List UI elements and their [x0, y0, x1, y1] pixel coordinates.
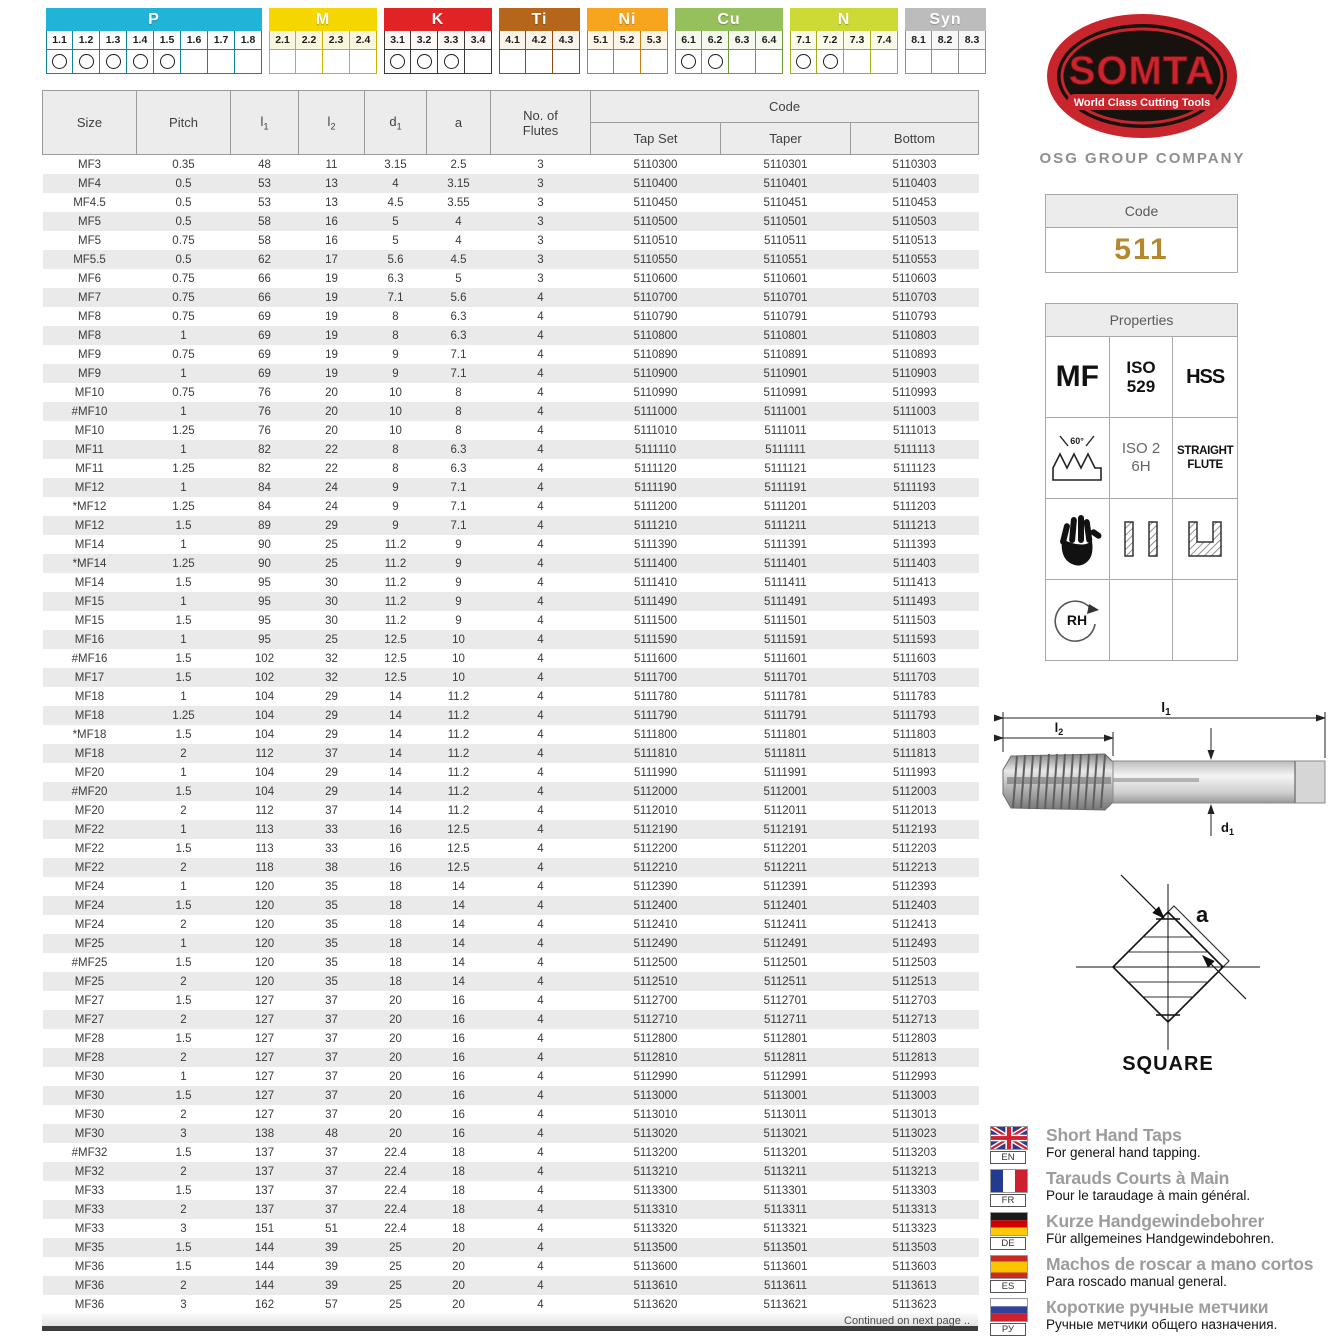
material-cell-number: 3.3 [438, 31, 464, 50]
table-row: MF11 1 82 22 8 6.3 4 5111110 5111111 5111113 [43, 440, 979, 459]
material-cell-number: 5.1 [588, 31, 613, 50]
table-row: MF30 2 127 37 20 16 4 5113010 5113011 5113013 [74, 1108, 937, 1121]
svg-text:l2: $l_2$ [1054, 720, 1064, 737]
lang-subtitle: Ручные метчики общего назначения. [1046, 1317, 1278, 1332]
material-cell-mark [676, 50, 701, 73]
material-cell-number: 6.4 [756, 31, 782, 50]
material-cell-mark [350, 50, 376, 73]
table-row: MF20 2 112 37 14 11.2 4 5112010 5112011 5112013 [74, 804, 937, 817]
thread-form-cell [1046, 337, 1110, 418]
material-cell-number: 1.2 [73, 31, 99, 50]
material-group-label: P [46, 8, 262, 31]
material-cell-mark [438, 50, 464, 73]
material-cell-number: 3.1 [385, 31, 410, 50]
table-row: MF9 1 69 19 9 7.1 4 5110900 5110901 5110903 [43, 364, 979, 383]
material-cell-number: 4.2 [526, 31, 552, 50]
materials-strip [46, 8, 986, 74]
lang-code-badge: EN [990, 1151, 1026, 1164]
table-row: MF16 1 95 25 12.5 10 4 5111590 5111591 5111593 [43, 630, 979, 649]
material-cell-number: 8.2 [932, 31, 958, 50]
table-row: #MF10 1 76 20 10 8 4 5111000 5111001 5111003 [43, 402, 979, 421]
table-row: MF12 1 84 24 9 7.1 4 5111190 5111191 5111193 [43, 478, 979, 497]
material-cell [499, 31, 526, 74]
material-cell [73, 31, 100, 74]
material-group-label: K [384, 8, 492, 31]
availability-circle [444, 54, 459, 69]
spec-table-header [43, 91, 979, 155]
somta-tagline: World Class Cutting Tools [1073, 97, 1211, 109]
lang-subtitle: Pour le taraudage à main général. [1046, 1188, 1251, 1203]
table-row: MF4 0.5 53 13 4 3.15 3 5110400 5110401 5110403 [43, 174, 979, 193]
material-cell [411, 31, 438, 74]
availability-circle [390, 54, 405, 69]
somta-logo [1045, 14, 1240, 142]
lang-title: Kurze Handgewindebohrer [1046, 1211, 1265, 1231]
col-bottom: Bottom [851, 123, 979, 155]
properties-grid [1046, 337, 1237, 660]
lang-entry-es [990, 1255, 1338, 1295]
table-row: MF6 0.75 66 19 6.3 5 3 5110600 5110601 5110603 [78, 272, 937, 285]
table-row: MF14 1.5 95 30 11.2 9 4 5111410 5111411 5111413 [74, 576, 937, 589]
material-section-ni [587, 8, 668, 74]
material-cell-mark [154, 50, 180, 73]
col-d1: $d_1$ [365, 91, 427, 155]
lang-code-badge: FR [990, 1194, 1026, 1207]
empty-cell [1173, 580, 1237, 660]
lang-title: Tarauds Courts à Main [1046, 1168, 1230, 1188]
svg-text:RH: RH [1067, 612, 1088, 628]
table-row: MF18 1 104 29 14 11.2 4 5111780 5111781 5111783 [74, 690, 937, 703]
svg-text:d1: $d_1$ [1221, 820, 1234, 837]
spain-flag-icon [990, 1255, 1028, 1279]
material-cell-mark [296, 50, 322, 73]
material-cell [323, 31, 350, 74]
material-cell-number: 2.3 [323, 31, 349, 50]
lang-subtitle: Para roscado manual general. [1046, 1274, 1227, 1289]
table-row: MF3 0.35 48 11 3.15 2.5 3 5110300 5110301 5110303 [78, 158, 937, 171]
material-cell-mark [181, 50, 207, 73]
col-size: Size [43, 91, 137, 155]
standard-cell: ISO 529 [1110, 337, 1174, 418]
material-section-k [384, 8, 492, 74]
table-row: MF36 1.5 144 39 25 20 4 5113600 5113601 5113603 [74, 1260, 937, 1273]
material-cell-mark [553, 50, 579, 73]
empty-cell [1110, 580, 1174, 660]
table-row: MF18 2 112 37 14 11.2 4 5111810 5111811 5111813 [43, 744, 979, 763]
table-row: MF24 2 120 35 18 14 4 5112410 5112411 5112413 [74, 918, 937, 931]
material-cell [100, 31, 127, 74]
table-row: *MF14 1.25 90 25 11.2 9 4 5111400 5111401 5111403 [43, 554, 979, 573]
material-group-label: N [790, 8, 898, 31]
tolerance-cell: ISO 2 6H [1110, 418, 1174, 499]
material-cell-number: 8.1 [906, 31, 931, 50]
table-row: MF8 0.75 69 19 8 6.3 4 5110790 5110791 5110793 [78, 310, 937, 323]
col-code-group: Code [591, 91, 979, 123]
availability-circle [79, 54, 94, 69]
material-cell-number: 1.7 [208, 31, 234, 50]
code-panel-header: Code [1046, 195, 1237, 228]
square-end-diagram [1018, 862, 1322, 1082]
material-cell-number: 1.5 [154, 31, 180, 50]
material-cell-mark [641, 50, 667, 73]
material-cell-mark [871, 50, 897, 73]
table-row: MF30 1 127 37 20 16 4 5112990 5112991 5112993 [74, 1070, 937, 1083]
material-section-p [46, 8, 262, 74]
material-cell [871, 31, 898, 74]
lang-code-badge: DE [990, 1237, 1026, 1250]
material-cell-number: 5.3 [641, 31, 667, 50]
material-cell [614, 31, 641, 74]
table-row: MF25 2 120 35 18 14 4 5112510 5112511 5112513 [43, 972, 979, 991]
material-cell [756, 31, 783, 74]
material-cell-mark [235, 50, 261, 73]
lang-code-badge: РУ [990, 1323, 1026, 1336]
lang-code-badge: ES [990, 1280, 1026, 1293]
material-cell [154, 31, 181, 74]
table-row: MF5.5 0.5 62 17 5.6 4.5 3 5110550 5110551 5110553 [43, 250, 979, 269]
material-cell [959, 31, 986, 74]
material-cell-number: 3.4 [465, 31, 491, 50]
availability-circle [708, 54, 723, 69]
material-cell-number: 1.1 [47, 31, 72, 50]
thread-form-label: MF [1055, 360, 1099, 393]
lang-title: Short Hand Taps [1046, 1125, 1182, 1145]
uk-flag-icon [990, 1126, 1028, 1150]
col-taper: Taper [721, 123, 851, 155]
col-l2: $l_2$ [299, 91, 365, 155]
table-row: MF20 1 104 29 14 11.2 4 5111990 5111991 5111993 [74, 766, 937, 779]
col-l1: $l_1$ [231, 91, 299, 155]
material-cell-mark [73, 50, 99, 73]
material-cell-mark [588, 50, 613, 73]
material-cell-mark [729, 50, 755, 73]
blind-hole-icon [1173, 499, 1237, 580]
material-cell [438, 31, 465, 74]
material-cell [817, 31, 844, 74]
table-row: MF24 1 120 35 18 14 4 5112390 5112391 5112393 [74, 880, 937, 893]
table-row: MF15 1.5 95 30 11.2 9 4 5111500 5111501 5111503 [74, 614, 937, 627]
table-row: MF28 2 127 37 20 16 4 5112810 5112811 5112813 [43, 1048, 979, 1067]
france-flag-icon [990, 1169, 1028, 1193]
table-row: MF36 2 144 39 25 20 4 5113610 5113611 5113613 [43, 1276, 979, 1295]
availability-circle [160, 54, 175, 69]
table-row: MF5 0.75 58 16 5 4 3 5110510 5110511 5110513 [78, 234, 937, 247]
material-cell-number: 4.1 [500, 31, 525, 50]
material-cell-number: 8.3 [959, 31, 985, 50]
material-cell-mark [47, 50, 72, 73]
material-cell-number: 7.2 [817, 31, 843, 50]
table-row: MF22 1.5 113 33 16 12.5 4 5112200 5112201 5112203 [74, 842, 937, 855]
material-cell [641, 31, 668, 74]
material-cell-number: 6.2 [702, 31, 728, 50]
table-row: MF35 1.5 144 39 25 20 4 5113500 5113501 5113503 [43, 1238, 979, 1257]
table-row: MF22 1 113 33 16 12.5 4 5112190 5112191 5112193 [43, 820, 979, 839]
material-section-n [790, 8, 898, 74]
col-pitch: Pitch [137, 91, 231, 155]
material-cell [932, 31, 959, 74]
material-cell-mark [702, 50, 728, 73]
spec-table-body [43, 155, 979, 1315]
table-row: MF9 0.75 69 19 9 7.1 4 5110890 5110891 5110893 [78, 348, 937, 361]
material-cell-mark [791, 50, 816, 73]
material-group-label: M [269, 8, 377, 31]
material-cell-number: 7.1 [791, 31, 816, 50]
material-cell-mark [270, 50, 295, 73]
material-cell [587, 31, 614, 74]
material-group-label: Cu [675, 8, 783, 31]
availability-circle [52, 54, 67, 69]
material-cell-number: 6.3 [729, 31, 755, 50]
table-row: MF33 2 137 37 22.4 18 4 5113310 5113311 5113313 [43, 1200, 979, 1219]
thread-profile-icon [1046, 418, 1110, 499]
material-cell-mark [614, 50, 640, 73]
material-cell [350, 31, 377, 74]
svg-text:60°: 60° [1070, 436, 1085, 446]
table-row: *MF12 1.25 84 24 9 7.1 4 5111200 5111201 5111203 [72, 500, 937, 513]
material-cell-mark [817, 50, 843, 73]
table-row: MF25 1 120 35 18 14 4 5112490 5112491 5112493 [43, 934, 979, 953]
availability-circle [106, 54, 121, 69]
table-row: MF17 1.5 102 32 12.5 10 4 5111700 5111701 5111703 [43, 668, 979, 687]
material-cell [844, 31, 871, 74]
material-cell-mark [959, 50, 985, 73]
material-cell-number: 2.2 [296, 31, 322, 50]
table-row: MF15 1 95 30 11.2 9 4 5111490 5111491 5111493 [43, 592, 979, 611]
table-row: MF30 3 138 48 20 16 4 5113020 5113021 5113023 [43, 1124, 979, 1143]
table-row: MF5 0.5 58 16 5 4 3 5110500 5110501 5110503 [43, 212, 979, 231]
table-row: MF11 1.25 82 22 8 6.3 4 5111120 5111121 5111123 [75, 462, 936, 475]
material-cell: HSS [1173, 337, 1237, 418]
material-cell [127, 31, 154, 74]
lang-entry-en [990, 1126, 1338, 1166]
hand-tapping-icon [1046, 499, 1110, 580]
material-cell [675, 31, 702, 74]
availability-circle [133, 54, 148, 69]
table-row: MF32 2 137 37 22.4 18 4 5113210 5113211 5113213 [43, 1162, 979, 1181]
square-dimension-label: a [1196, 902, 1209, 927]
material-cell-mark [932, 50, 958, 73]
material-cell-number: 1.3 [100, 31, 126, 50]
material-section-m [269, 8, 377, 74]
table-row: MF10 0.75 76 20 10 8 4 5110990 5110991 5110993 [74, 386, 937, 399]
material-section-cu [675, 8, 783, 74]
table-row: MF33 3 151 51 22.4 18 4 5113320 5113321 5113323 [74, 1222, 937, 1235]
material-cell-mark [756, 50, 782, 73]
table-row: MF14 1 90 25 11.2 9 4 5111390 5111391 5111393 [74, 538, 937, 551]
table-row: #MF16 1.5 102 32 12.5 10 4 5111600 5111601 5111603 [71, 652, 937, 665]
table-row: #MF20 1.5 104 29 14 11.2 4 5112000 5112001 5112003 [43, 782, 979, 801]
availability-circle [681, 54, 696, 69]
material-cell-number: 5.2 [614, 31, 640, 50]
table-row: #MF25 1.5 120 35 18 14 4 5112500 5112501 5112503 [71, 956, 937, 969]
material-cell-mark [526, 50, 552, 73]
material-cell [905, 31, 932, 74]
material-cell-number: 7.3 [844, 31, 870, 50]
properties-panel [1045, 303, 1238, 661]
spec-table [42, 90, 979, 1314]
material-group-label: Ni [587, 8, 668, 31]
material-cell [729, 31, 756, 74]
table-row: MF4.5 0.5 53 13 4.5 3.55 3 5110450 5110451 5110453 [73, 196, 937, 209]
right-hand-rotation-icon [1046, 580, 1110, 660]
material-cell-mark [465, 50, 491, 73]
square-caption: SQUARE [1122, 1053, 1214, 1075]
material-cell-mark [323, 50, 349, 73]
material-cell [702, 31, 729, 74]
availability-circle [417, 54, 432, 69]
material-cell [384, 31, 411, 74]
table-row: *MF18 1.5 104 29 14 11.2 4 5111800 5111801 5111803 [72, 728, 937, 741]
material-group-label: Ti [499, 8, 580, 31]
language-descriptions [990, 1126, 1338, 1340]
table-row: MF7 0.75 66 19 7.1 5.6 4 5110700 5110701 5110703 [43, 288, 979, 307]
table-row: MF27 2 127 37 20 16 4 5112710 5112711 5112713 [43, 1010, 979, 1029]
continued-note: Continued on next page .. [42, 1313, 978, 1331]
germany-flag-icon [990, 1212, 1028, 1236]
table-row: MF27 1.5 127 37 20 16 4 5112700 5112701 5112703 [74, 994, 937, 1007]
series-code: 511 [1114, 233, 1169, 266]
lang-subtitle: For general hand tapping. [1046, 1145, 1201, 1160]
material-cell-mark [411, 50, 437, 73]
table-row: MF8 1 69 19 8 6.3 4 5110800 5110801 5110803 [43, 326, 979, 345]
table-row: MF33 1.5 137 37 22.4 18 4 5113300 5113301 5113303 [74, 1184, 937, 1197]
material-cell-mark [100, 50, 126, 73]
table-row: MF30 1.5 127 37 20 16 4 5113000 5113001 5113003 [43, 1086, 979, 1105]
material-cell-number: 4.3 [553, 31, 579, 50]
table-row: #MF32 1.5 137 37 22.4 18 4 5113200 5113201 5113203 [71, 1146, 937, 1159]
material-section-ti [499, 8, 580, 74]
material-cell-mark [844, 50, 870, 73]
osg-group-label: OSG GROUP COMPANY [1039, 150, 1246, 167]
lang-entry-ru [990, 1298, 1338, 1338]
material-cell [208, 31, 235, 74]
material-cell [296, 31, 323, 74]
material-cell-mark [385, 50, 410, 73]
material-cell [526, 31, 553, 74]
material-cell [181, 31, 208, 74]
material-cell-number: 1.6 [181, 31, 207, 50]
col-flutes: No. of Flutes [491, 91, 591, 155]
lang-subtitle: Für allgemeines Handgewindebohren. [1046, 1231, 1275, 1246]
lang-title: Machos de roscar a mano cortos [1046, 1254, 1314, 1274]
somta-wordmark: SOMTA [1068, 49, 1216, 93]
material-cell-mark [127, 50, 153, 73]
material-cell-number: 2.1 [270, 31, 295, 50]
lang-entry-fr [990, 1169, 1338, 1209]
lang-title: Короткие ручные метчики [1046, 1297, 1269, 1317]
material-cell-number: 6.1 [676, 31, 701, 50]
material-cell [269, 31, 296, 74]
material-cell-number: 1.4 [127, 31, 153, 50]
table-row: MF12 1.5 89 29 9 7.1 4 5111210 5111211 5111213 [43, 516, 979, 535]
availability-circle [796, 54, 811, 69]
material-cell [553, 31, 580, 74]
material-cell [465, 31, 492, 74]
material-cell [790, 31, 817, 74]
russia-flag-icon [990, 1298, 1028, 1322]
material-cell-mark [906, 50, 931, 73]
table-row: MF22 2 118 38 16 12.5 4 5112210 5112211 5112213 [43, 858, 979, 877]
table-row: MF36 3 162 57 25 20 4 5113620 5113621 5113623 [74, 1298, 937, 1311]
properties-header: Properties [1046, 304, 1237, 337]
col-tap-set: Tap Set [591, 123, 721, 155]
material-cell-mark [208, 50, 234, 73]
material-cell-mark [500, 50, 525, 73]
table-row: MF10 1.25 76 20 10 8 4 5111010 5111011 5111013 [74, 424, 937, 437]
material-cell [235, 31, 262, 74]
table-row: MF28 1.5 127 37 20 16 4 5112800 5112801 5112803 [74, 1032, 937, 1045]
material-cell-number: 3.2 [411, 31, 437, 50]
material-cell [46, 31, 73, 74]
material-cell-number: 7.4 [871, 31, 897, 50]
code-panel [1045, 194, 1238, 273]
material-group-label: Syn [905, 8, 986, 31]
lang-entry-de [990, 1212, 1338, 1252]
table-row: MF24 1.5 120 35 18 14 4 5112400 5112401 5112403 [43, 896, 979, 915]
material-cell-number: 1.8 [235, 31, 261, 50]
table-row: MF18 1.25 104 29 14 11.2 4 5111790 5111791 5111793 [43, 706, 979, 725]
material-section-syn [905, 8, 986, 74]
material-cell-number: 2.4 [350, 31, 376, 50]
col-a: a [427, 91, 491, 155]
availability-circle [823, 54, 838, 69]
svg-text:l1: $l_1$ [1161, 699, 1171, 718]
through-hole-icon [1110, 499, 1174, 580]
tap-dimension-diagram [993, 698, 1337, 843]
flute-type-cell: STRAIGHT FLUTE [1173, 418, 1237, 499]
